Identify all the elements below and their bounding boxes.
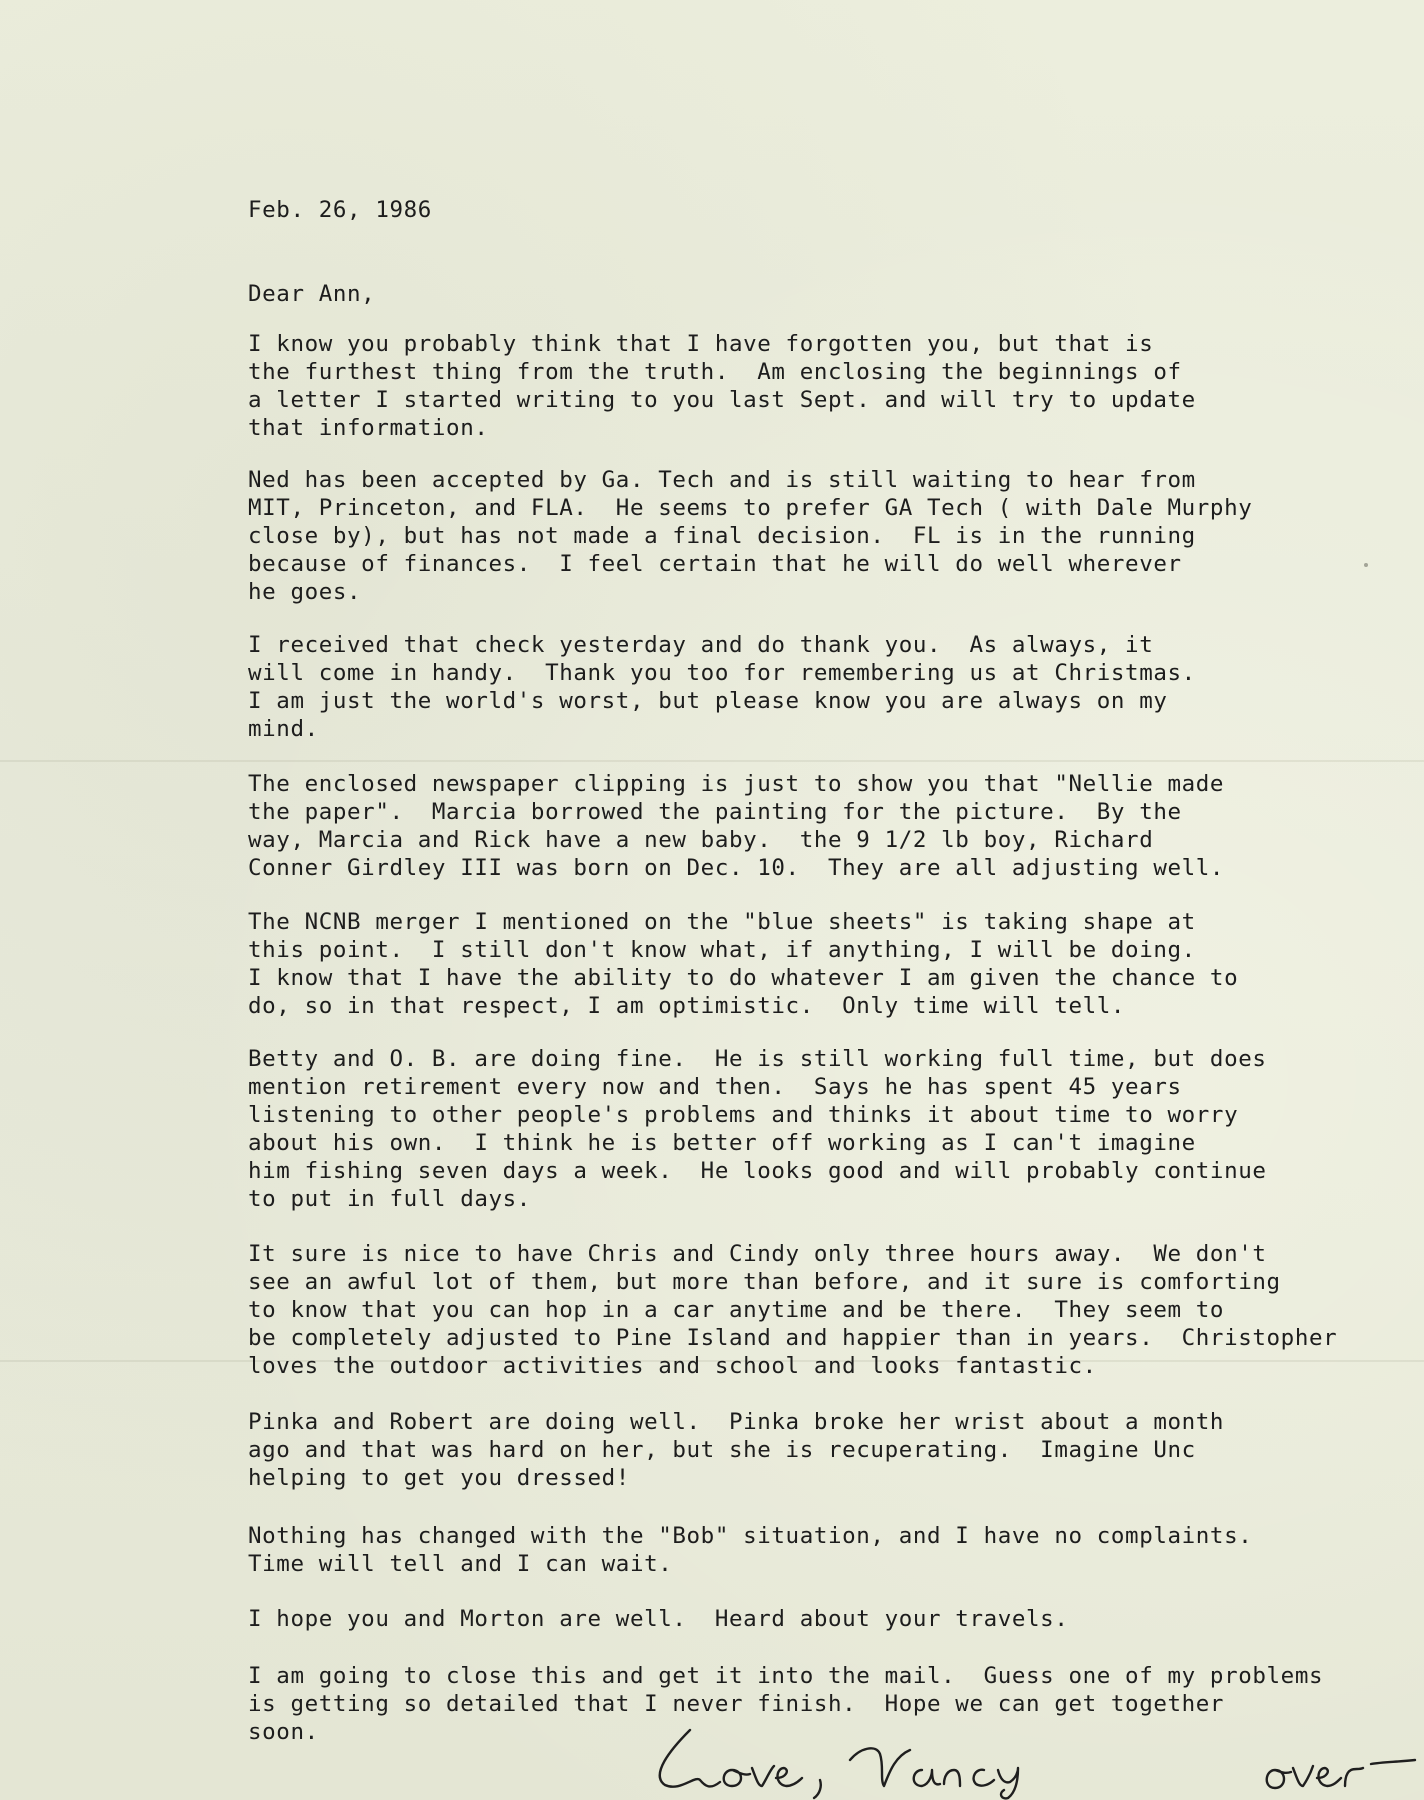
paragraph-line: he goes. <box>248 579 362 605</box>
paragraph-line: this point. I still don't know what, if anything, I will be doing. <box>248 937 1196 963</box>
paragraph-merger <box>248 908 1238 1020</box>
paragraph-line: Nothing has changed with the "Bob" situation, and I have no complaints. <box>248 1523 1253 1549</box>
paragraph-line: a letter I started writing to you last Sept. and will try to update <box>248 387 1196 413</box>
paragraph-line: see an awful lot of them, but more than before, and it sure is comforting <box>248 1269 1281 1295</box>
paragraph-line: loves the outdoor activities and school and looks fantastic. <box>248 1353 1097 1379</box>
paragraph-intro <box>248 330 1196 442</box>
paragraph-line: helping to get you dressed! <box>248 1465 630 1491</box>
paragraph-line: I am just the world's worst, but please know you are always on my <box>248 688 1168 714</box>
paragraph-clipping <box>248 770 1224 882</box>
handwritten-signature <box>640 1720 1110 1800</box>
paragraph-line: The NCNB merger I mentioned on the "blue sheets" is taking shape at <box>248 909 1196 935</box>
paragraph-line: I know you probably think that I have forgotten you, but that is <box>248 331 1154 357</box>
paragraph-chris <box>248 1240 1337 1380</box>
paragraph-line: to put in full days. <box>248 1186 531 1212</box>
paragraph-betty <box>248 1045 1267 1213</box>
paragraph-line: I know that I have the ability to do whatever I am given the chance to <box>248 965 1239 991</box>
handwritten-over-note <box>1255 1740 1420 1800</box>
paragraph-line: Time will tell and I can wait. <box>248 1551 673 1577</box>
paragraph-line: is getting so detailed that I never finish. Hope we can get together <box>248 1691 1225 1717</box>
paragraph-line: be completely adjusted to Pine Island and happier than in years. Christopher <box>248 1325 1338 1351</box>
paragraph-line: soon. <box>248 1719 319 1745</box>
paragraph-bob <box>248 1522 1252 1578</box>
paragraph-line: way, Marcia and Rick have a new baby. the 9 1/2 lb boy, Richard <box>248 827 1154 853</box>
paragraph-ned <box>248 466 1252 606</box>
paragraph-check <box>248 631 1196 743</box>
paragraph-line: I received that check yesterday and do thank you. As always, it <box>248 632 1154 658</box>
paragraph-line: It sure is nice to have Chris and Cindy only three hours away. We don't <box>248 1241 1267 1267</box>
paragraph-line: will come in handy. Thank you too for remembering us at Christmas. <box>248 660 1196 686</box>
paragraph-line: the furthest thing from the truth. Am enclosing the beginnings of <box>248 359 1182 385</box>
paragraph-line: Betty and O. B. are doing fine. He is still working full time, but does <box>248 1046 1267 1072</box>
paragraph-line: The enclosed newspaper clipping is just to show you that "Nellie made <box>248 771 1225 797</box>
paragraph-line: mind. <box>248 716 319 742</box>
paragraph-line: the paper". Marcia borrowed the painting for the picture. By the <box>248 799 1182 825</box>
paragraph-line: him fishing seven days a week. He looks good and will probably continue <box>248 1158 1267 1184</box>
paragraph-line: I am going to close this and get it into the mail. Guess one of my problems <box>248 1663 1324 1689</box>
paragraph-line: Pinka and Robert are doing well. Pinka broke her wrist about a month <box>248 1409 1225 1435</box>
paragraph-line: I hope you and Morton are well. Heard about your travels. <box>248 1606 1069 1632</box>
paragraph-line: listening to other people's problems and thinks it about time to worry <box>248 1102 1239 1128</box>
letter-date: Feb. 26, 1986 <box>248 197 432 223</box>
paragraph-line: close by), but has not made a final decision. FL is in the running <box>248 523 1196 549</box>
paragraph-pinka <box>248 1408 1224 1492</box>
paragraph-line: Ned has been accepted by Ga. Tech and is still waiting to hear from <box>248 467 1196 493</box>
paragraph-line: MIT, Princeton, and FLA. He seems to prefer GA Tech ( with Dale Murphy <box>248 495 1253 521</box>
paragraph-line: to know that you can hop in a car anytime and be there. They seem to <box>248 1297 1225 1323</box>
letter-salutation: Dear Ann, <box>248 281 376 307</box>
paper-fold <box>0 760 1424 762</box>
paragraph-line: Conner Girdley III was born on Dec. 10. They are all adjusting well. <box>248 855 1225 881</box>
paper-speck <box>1364 563 1368 567</box>
paragraph-line: about his own. I think he is better off working as I can't imagine <box>248 1130 1196 1156</box>
paragraph-line: because of finances. I feel certain that he will do well wherever <box>248 551 1182 577</box>
paragraph-line: do, so in that respect, I am optimistic. Only time will tell. <box>248 993 1126 1019</box>
paragraph-line: that information. <box>248 415 489 441</box>
paragraph-line: mention retirement every now and then. Says he has spent 45 years <box>248 1074 1182 1100</box>
paragraph-morton <box>248 1605 1068 1633</box>
paragraph-line: ago and that was hard on her, but she is recuperating. Imagine Unc <box>248 1437 1196 1463</box>
